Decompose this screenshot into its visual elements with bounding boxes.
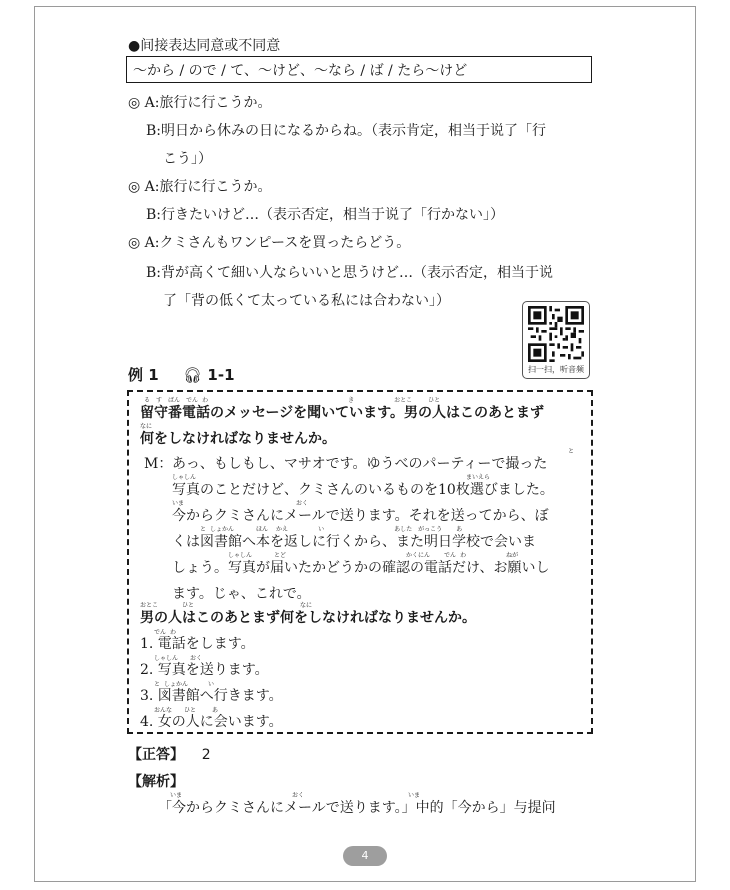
ruby-o4: おんな ひと あ: [154, 707, 219, 714]
ruby-q1: る す ばん でん わ き おとこ ひと: [144, 397, 441, 404]
speaker-label: M：: [144, 456, 173, 472]
analysis-label: 【解析】: [128, 774, 184, 790]
example-1-b-line1: B:明日から休みの日になるからね。（表示肯定，相当于说了「行: [146, 123, 547, 139]
question-line1: 留守番電話のメッセージを聞いています。男の人はこのあとまず: [140, 405, 545, 421]
message-line5: しょう。写真が届いたかどうかの確認の電話だけ、お願いし: [172, 560, 550, 576]
qr-code[interactable]: [522, 301, 590, 379]
ruby-b3: いま おく: [172, 500, 309, 507]
qr-caption: 扫一扫，听音频: [528, 365, 584, 374]
section-title: ●间接表达同意或不同意: [128, 38, 281, 54]
qr-code-icon: [528, 306, 584, 362]
option-2[interactable]: 2. 写真を送ります。: [140, 662, 269, 678]
option-3[interactable]: 3. 図書館へ行きます。: [140, 688, 283, 704]
example-2-a-text: A:旅行に行こうか。: [144, 179, 272, 195]
message-line2: 写真のことだけど、クミさんのいるものを10枚選びました。: [172, 482, 554, 498]
message-line6: ます。じゃ、これで。: [172, 586, 311, 602]
message-line3: 今からクミさんにメールで送ります。それを送ってから、ぼ: [172, 508, 549, 524]
ruby-o3: と しょかん い: [154, 681, 215, 688]
headphones-icon[interactable]: 🎧︎: [183, 366, 203, 384]
question-line2: 何をしなければなりませんか。: [140, 431, 336, 447]
track-number: 1-1: [207, 366, 235, 384]
example-3-b-line1: B:背が高くて細い人ならいいと思うけど…（表示否定，相当于说: [146, 265, 554, 281]
example-1-a: [128, 92, 272, 112]
example-3-a: [128, 232, 410, 252]
answer-row: [128, 744, 211, 764]
ruby-o2: しゃしん おく: [154, 655, 203, 662]
page-number: 4: [343, 846, 387, 866]
example-header: [128, 364, 235, 385]
message-line1: あっ、もしもし、マサオです。ゆうべのパーティーで撮った: [172, 456, 548, 472]
ruby-o1: でん わ: [154, 629, 177, 636]
example-1-a-text: A:旅行に行こうか。: [144, 95, 272, 111]
example-1-b-line2: こう」）: [163, 151, 212, 167]
message-line4: くは図書館へ本を返しに行くから、また明日学校で会いま: [172, 534, 536, 550]
question-repeat: 男の人はこのあとまず何をしなければなりませんか。: [140, 610, 476, 626]
ruby-an: いま おく いま: [170, 792, 421, 799]
example-3-b-line2: 了「背の低くて太っている私には合わない」）: [163, 293, 450, 309]
answer-value: 2: [201, 747, 211, 763]
example-2-a: [128, 176, 272, 196]
ruby-b5: しゃしん とど かくにん でん わ ねが: [228, 552, 519, 559]
ruby-b2: しゃしん まいえら: [172, 474, 491, 481]
option-1[interactable]: 1. 電話をします。: [140, 636, 255, 652]
ruby-r: おとこ ひと なに: [140, 602, 313, 609]
double-circle-icon: ◎: [128, 179, 141, 195]
example-2-b-line1: B:行きたいけど…（表示否定，相当于说了「行かない」）: [146, 207, 505, 223]
double-circle-icon: ◎: [128, 95, 141, 111]
ruby-b1: と: [568, 448, 575, 455]
double-circle-icon: ◎: [128, 235, 141, 251]
patterns-text: 〜から / ので / て、〜けど、〜なら / ば / たら〜けど: [133, 63, 468, 79]
option-4[interactable]: 4. 女の人に会います。: [140, 714, 283, 730]
example-label: 例 1: [128, 366, 159, 384]
patterns-box: [126, 56, 592, 83]
ruby-q2: なに: [140, 423, 153, 430]
ruby-b4: と しょかん ほん かえ い あした がっこう あ: [200, 526, 463, 533]
example-3-a-text: A:クミさんもワンピースを買ったらどう。: [144, 235, 411, 251]
answer-label: 【正答】: [128, 747, 184, 763]
analysis-text: 「今からクミさんにメールで送ります。」中的「今から」与提问: [158, 800, 556, 816]
